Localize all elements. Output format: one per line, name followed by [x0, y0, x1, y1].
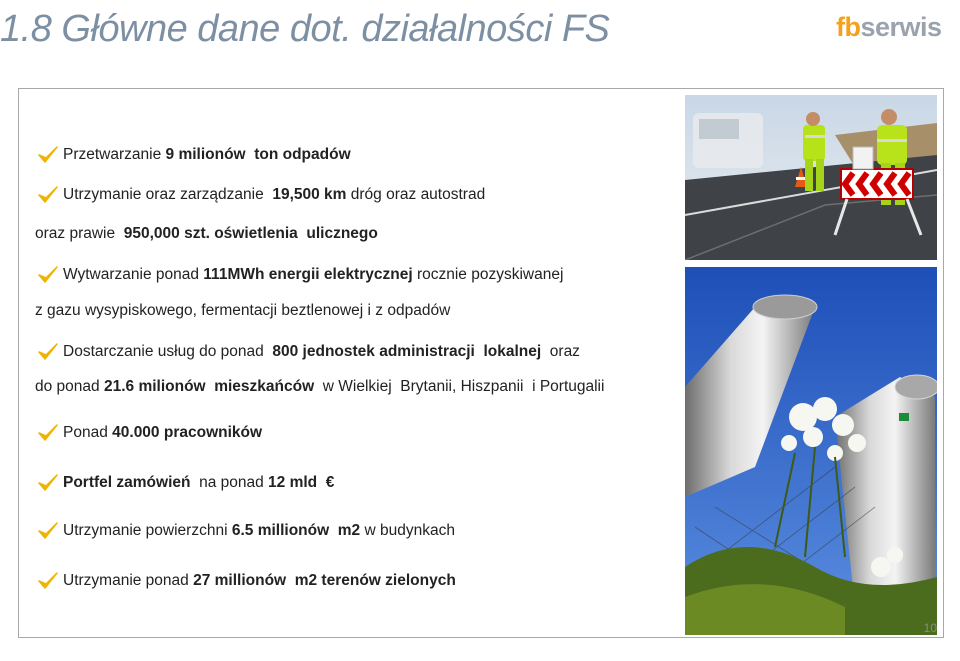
- page-title: 1.8 Główne dane dot. działalności FS: [0, 8, 610, 50]
- fact-highlight: 111MWh energii elektrycznej: [203, 266, 413, 283]
- checkmark-icon: [37, 265, 59, 285]
- fact-line: [37, 423, 262, 443]
- fbserwis-logo: [836, 12, 942, 43]
- road-workers-photo: [685, 95, 937, 260]
- fact-line: [35, 302, 450, 320]
- fact-highlight: 27 millionów m2 terenów zielonych: [193, 572, 456, 589]
- fact-text: do ponad: [35, 378, 104, 395]
- checkmark-icon: [37, 473, 59, 493]
- checkmark-icon: [37, 521, 59, 541]
- fact-text: Utrzymanie oraz zarządzanie: [63, 186, 273, 203]
- fact-line: [37, 473, 334, 493]
- fact-text: w Wielkiej Brytanii, Hiszpanii i Portugalii: [314, 378, 605, 395]
- fact-text: w budynkach: [360, 522, 455, 539]
- chimneys-flowers-icon: [685, 267, 937, 635]
- fact-text: Utrzymanie ponad: [63, 572, 194, 589]
- fact-text: oraz: [541, 343, 580, 360]
- fact-line: [37, 145, 351, 165]
- biogas-chimneys-photo: [685, 267, 937, 635]
- content-panel: [18, 88, 944, 638]
- fact-text: dróg oraz autostrad: [346, 186, 486, 203]
- fact-line: [35, 225, 378, 243]
- fact-highlight: 21.6 milionów mieszkańców: [103, 378, 315, 395]
- fact-text: Wytwarzanie ponad: [63, 266, 204, 283]
- fact-text: z gazu wysypiskowego, fermentacji beztlenowej i z odpadów: [35, 302, 451, 319]
- fact-text: Dostarczanie usług do ponad: [63, 343, 273, 360]
- checkmark-icon: [37, 423, 59, 443]
- road-workers-icon: [685, 95, 937, 260]
- fact-text: oraz prawie: [35, 225, 124, 242]
- fact-text: Przetwarzanie: [63, 146, 166, 163]
- fact-line: [35, 378, 604, 396]
- logo-fb: fb: [836, 12, 861, 42]
- checkmark-icon: [37, 145, 59, 165]
- logo-serwis: serwis: [860, 12, 942, 42]
- fact-highlight: 40.000 pracowników: [112, 424, 263, 441]
- facts-list: [19, 89, 699, 637]
- fact-text: na ponad: [190, 474, 269, 491]
- checkmark-icon: [37, 571, 59, 591]
- fact-highlight: Portfel zamówień: [63, 474, 191, 491]
- page-number: 10: [923, 621, 937, 635]
- fact-highlight: 800 jednostek administracji lokalnej: [272, 343, 542, 360]
- fact-line: [37, 265, 563, 285]
- fact-highlight: 6.5 millionów m2: [231, 522, 361, 539]
- fact-line: [37, 185, 485, 205]
- fact-line: [37, 571, 456, 591]
- fact-text: rocznie pozyskiwanej: [412, 266, 564, 283]
- fact-text: Ponad: [63, 424, 113, 441]
- fact-highlight: 9 milionów ton odpadów: [165, 146, 351, 163]
- fact-line: [37, 342, 580, 362]
- fact-highlight: 12 mld €: [268, 474, 335, 491]
- fact-highlight: 950,000 szt. oświetlenia ulicznego: [123, 225, 378, 242]
- fact-text: Utrzymanie powierzchni: [63, 522, 232, 539]
- checkmark-icon: [37, 185, 59, 205]
- checkmark-icon: [37, 342, 59, 362]
- fact-line: [37, 521, 455, 541]
- fact-highlight: 19,500 km: [272, 186, 347, 203]
